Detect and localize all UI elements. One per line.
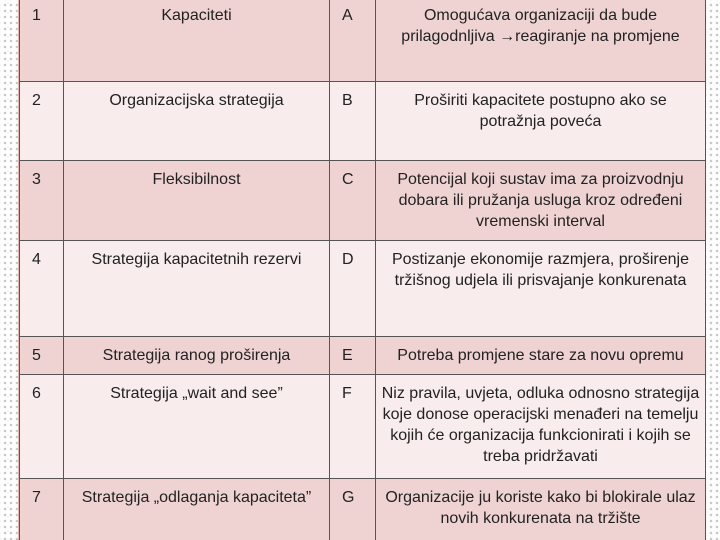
definition-cell: Organizacije ju koriste kako bi blokirale ulaz novih konkurenata na tržište: [376, 479, 706, 540]
definition-cell: Potreba promjene stare za novu opremu: [376, 337, 706, 375]
letter-cell: E: [330, 337, 376, 375]
matching-table: [19, 0, 706, 540]
table-row: [20, 0, 706, 82]
letter-cell: D: [330, 241, 376, 337]
table-row: [20, 479, 706, 540]
term-cell: Strategija „odlaganja kapaciteta”: [64, 479, 330, 540]
term-cell: Kapaciteti: [64, 0, 330, 82]
term-cell: Strategija kapacitetnih rezervi: [64, 241, 330, 337]
dotted-border-left: [0, 0, 18, 540]
letter-cell: A: [330, 0, 376, 82]
table-row: [20, 375, 706, 479]
term-cell: Organizacijska strategija: [64, 82, 330, 161]
table-row: [20, 82, 706, 161]
row-number: 1: [20, 0, 64, 82]
row-number: 7: [20, 479, 64, 540]
term-cell: Strategija ranog proširenja: [64, 337, 330, 375]
table-row: [20, 337, 706, 375]
row-number: 4: [20, 241, 64, 337]
row-number: 3: [20, 161, 64, 241]
letter-cell: B: [330, 82, 376, 161]
dotted-border-right: [706, 0, 720, 540]
term-cell: Strategija „wait and see”: [64, 375, 330, 479]
definition-cell: Niz pravila, uvjeta, odluka odnosno strategija koje donose operacijski menađeri na temelju kojih će organizacija funkcionirati i kojih se treba pridržavati: [376, 375, 706, 479]
definition-cell: Potencijal koji sustav ima za proizvodnju dobara ili pružanja usluga kroz određeni vremenski interval: [376, 161, 706, 241]
table-row: [20, 161, 706, 241]
row-number: 2: [20, 82, 64, 161]
definition-cell: Omogućava organizaciji da bude prilagodnljiva →reagiranje na promjene: [376, 0, 706, 82]
letter-cell: C: [330, 161, 376, 241]
definition-cell: Postizanje ekonomije razmjera, proširenje tržišnog udjela ili prisvajanje konkurenata: [376, 241, 706, 337]
row-number: 5: [20, 337, 64, 375]
table-row: [20, 241, 706, 337]
letter-cell: G: [330, 479, 376, 540]
row-number: 6: [20, 375, 64, 479]
term-cell: Fleksibilnost: [64, 161, 330, 241]
definition-cell: Proširiti kapacitete postupno ako se potražnja poveća: [376, 82, 706, 161]
letter-cell: F: [330, 375, 376, 479]
